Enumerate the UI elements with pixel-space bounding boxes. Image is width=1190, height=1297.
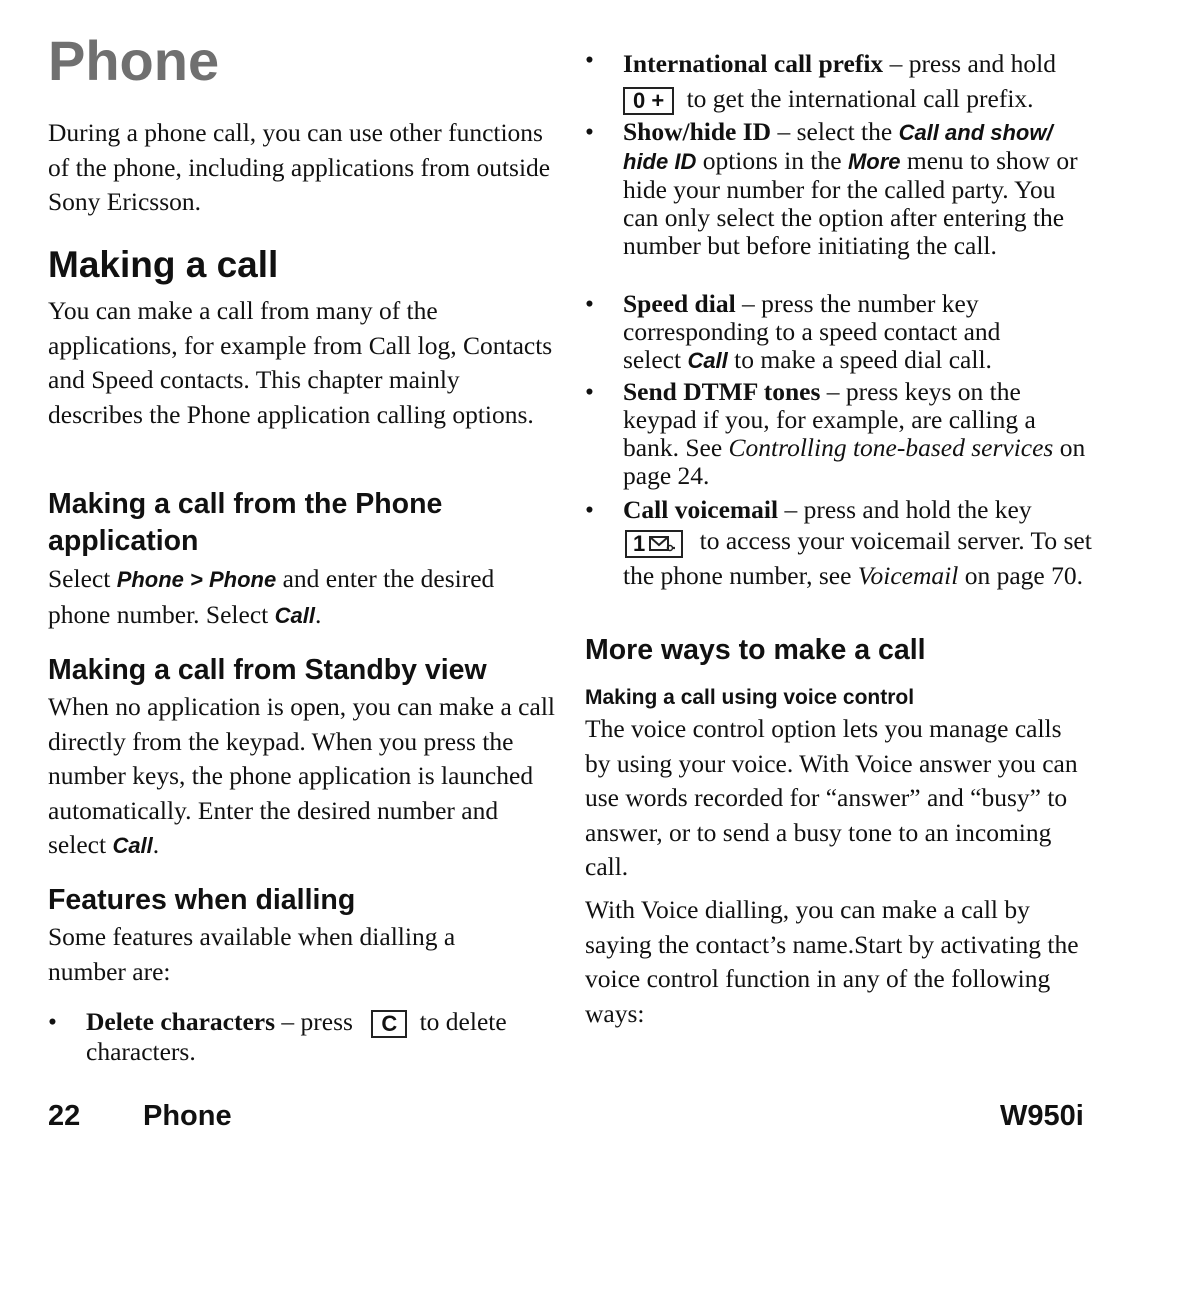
intl-post: to get the international call prefix. (680, 84, 1034, 113)
making-call-heading: Making a call (48, 244, 279, 285)
dtmf-reference: Controlling tone-based services (728, 433, 1054, 462)
showhide-post: menu to show or hide your number for the called party. You can only select the option after entering the number but before initiating the call. (623, 146, 1078, 260)
bullet-dot: • (585, 45, 594, 74)
bullet-international-prefix (585, 46, 1095, 116)
more-menu: More (847, 149, 901, 174)
dtmf-post: on page 24. (623, 433, 1086, 490)
bullet-dot: • (48, 1007, 57, 1036)
phone-app-heading-line1: Making a call from the Phone (48, 488, 443, 520)
showhide-term: Show/hide ID (623, 117, 772, 146)
features-heading: Features when dialling (48, 884, 356, 916)
bullet-intl-text (623, 46, 1093, 116)
voicemail-key-icon (625, 530, 683, 558)
bullet-show-hide-id (585, 118, 1095, 288)
standby-body (48, 690, 556, 864)
phone-app-text-pre: Select (48, 564, 117, 593)
bullet-dot: • (585, 495, 594, 524)
voicemail-end: on page 70. (958, 561, 1083, 590)
intl-term: International call prefix (623, 49, 884, 78)
bullet-showhide-text (623, 118, 1088, 260)
footer-model: W950i (1000, 1100, 1084, 1132)
bullet-dtmf-text (623, 378, 1088, 490)
voicemail-key-digit: 1 (633, 531, 646, 556)
standby-heading: Making a call from Standby view (48, 654, 487, 686)
bullet-dot: • (585, 289, 594, 318)
bullet-dot: • (585, 377, 594, 406)
bullet-dtmf (585, 378, 1095, 493)
footer-page-number: 22 (48, 1100, 81, 1132)
showhide-mid: options in the (696, 146, 848, 175)
speed-call-option: Call (687, 348, 728, 373)
voicemail-reference: Voicemail (857, 561, 959, 590)
delete-term: Delete characters (86, 1007, 276, 1036)
delete-pre: – press (275, 1007, 360, 1036)
voicemail-post: to access your voicemail server. To set the phone number, see (623, 525, 1092, 590)
delete-post: to delete characters. (86, 1007, 507, 1067)
speed-post: to make a speed dial call. (727, 345, 992, 374)
standby-call-option: Call (112, 833, 153, 858)
call-option: Call (274, 602, 315, 628)
voice-control-paragraph-2: With Voice dialling, you can make a call by saying the contact’s name.Start by activating the voice control function in any of the following ways: (585, 895, 1079, 1028)
footer-section: Phone (143, 1100, 232, 1132)
features-body: Some features available when dialling a number are: (48, 922, 456, 986)
zero-plus-key-icon: 0 + (623, 87, 674, 115)
page-title: Phone (48, 29, 220, 92)
bullet-speed-text (623, 290, 1063, 375)
speed-term: Speed dial (623, 289, 736, 318)
standby-body-end: . (152, 830, 160, 859)
dtmf-pre: – press keys on the keypad if you, for example, are calling a bank. See (623, 377, 1036, 462)
voice-control-paragraph-1: The voice control option lets you manage calls by using your voice. With Voice answer you can use words recorded for “answer” and “busy” to answer, or to send a busy tone to an incoming call. (585, 714, 1078, 881)
bullet-delete-text (86, 1008, 546, 1066)
call-show-hide-option: Call and show/ hide ID (623, 120, 1053, 174)
phone-app-body (48, 562, 553, 633)
bullet-voicemail-text (623, 496, 1093, 590)
dtmf-term: Send DTMF tones (623, 377, 821, 406)
phone-menu-path: Phone > Phone (116, 567, 277, 592)
bullet-delete-characters (48, 1008, 548, 1068)
speed-pre: – press the number key corresponding to a speed contact and select (623, 289, 1001, 374)
intro-paragraph: During a phone call, you can use other functions of the phone, including applications from outside Sony Ericsson. (48, 118, 551, 216)
phone-app-text-end: . (314, 599, 322, 629)
showhide-pre: – select the (771, 117, 899, 146)
standby-body-text: When no application is open, you can make a call directly from the keypad. When you press the number keys, the phone application is launched automatically. Enter the desired number and select (48, 692, 555, 859)
voicemail-term: Call voicemail (623, 495, 779, 524)
voicemail-pre: – press and hold the key (778, 495, 1032, 524)
making-call-body: You can make a call from many of the applications, for example from Call log, Contacts and Speed contacts. This chapter mainly describes the Phone application calling options. (48, 296, 553, 429)
phone-app-heading (48, 486, 558, 560)
bullet-call-voicemail (585, 496, 1095, 616)
intl-pre: – press and hold (883, 49, 1056, 78)
more-ways-heading: More ways to make a call (585, 634, 926, 666)
bullet-dot: • (585, 117, 594, 146)
bullet-speed-dial (585, 290, 1095, 380)
phone-app-text-mid: and enter the desired phone number. Select (48, 564, 495, 629)
c-key-icon: C (371, 1010, 407, 1038)
voice-control-subheading: Making a call using voice control (585, 686, 915, 709)
phone-app-heading-line2: application (48, 525, 199, 557)
envelope-tape-icon (649, 535, 675, 553)
